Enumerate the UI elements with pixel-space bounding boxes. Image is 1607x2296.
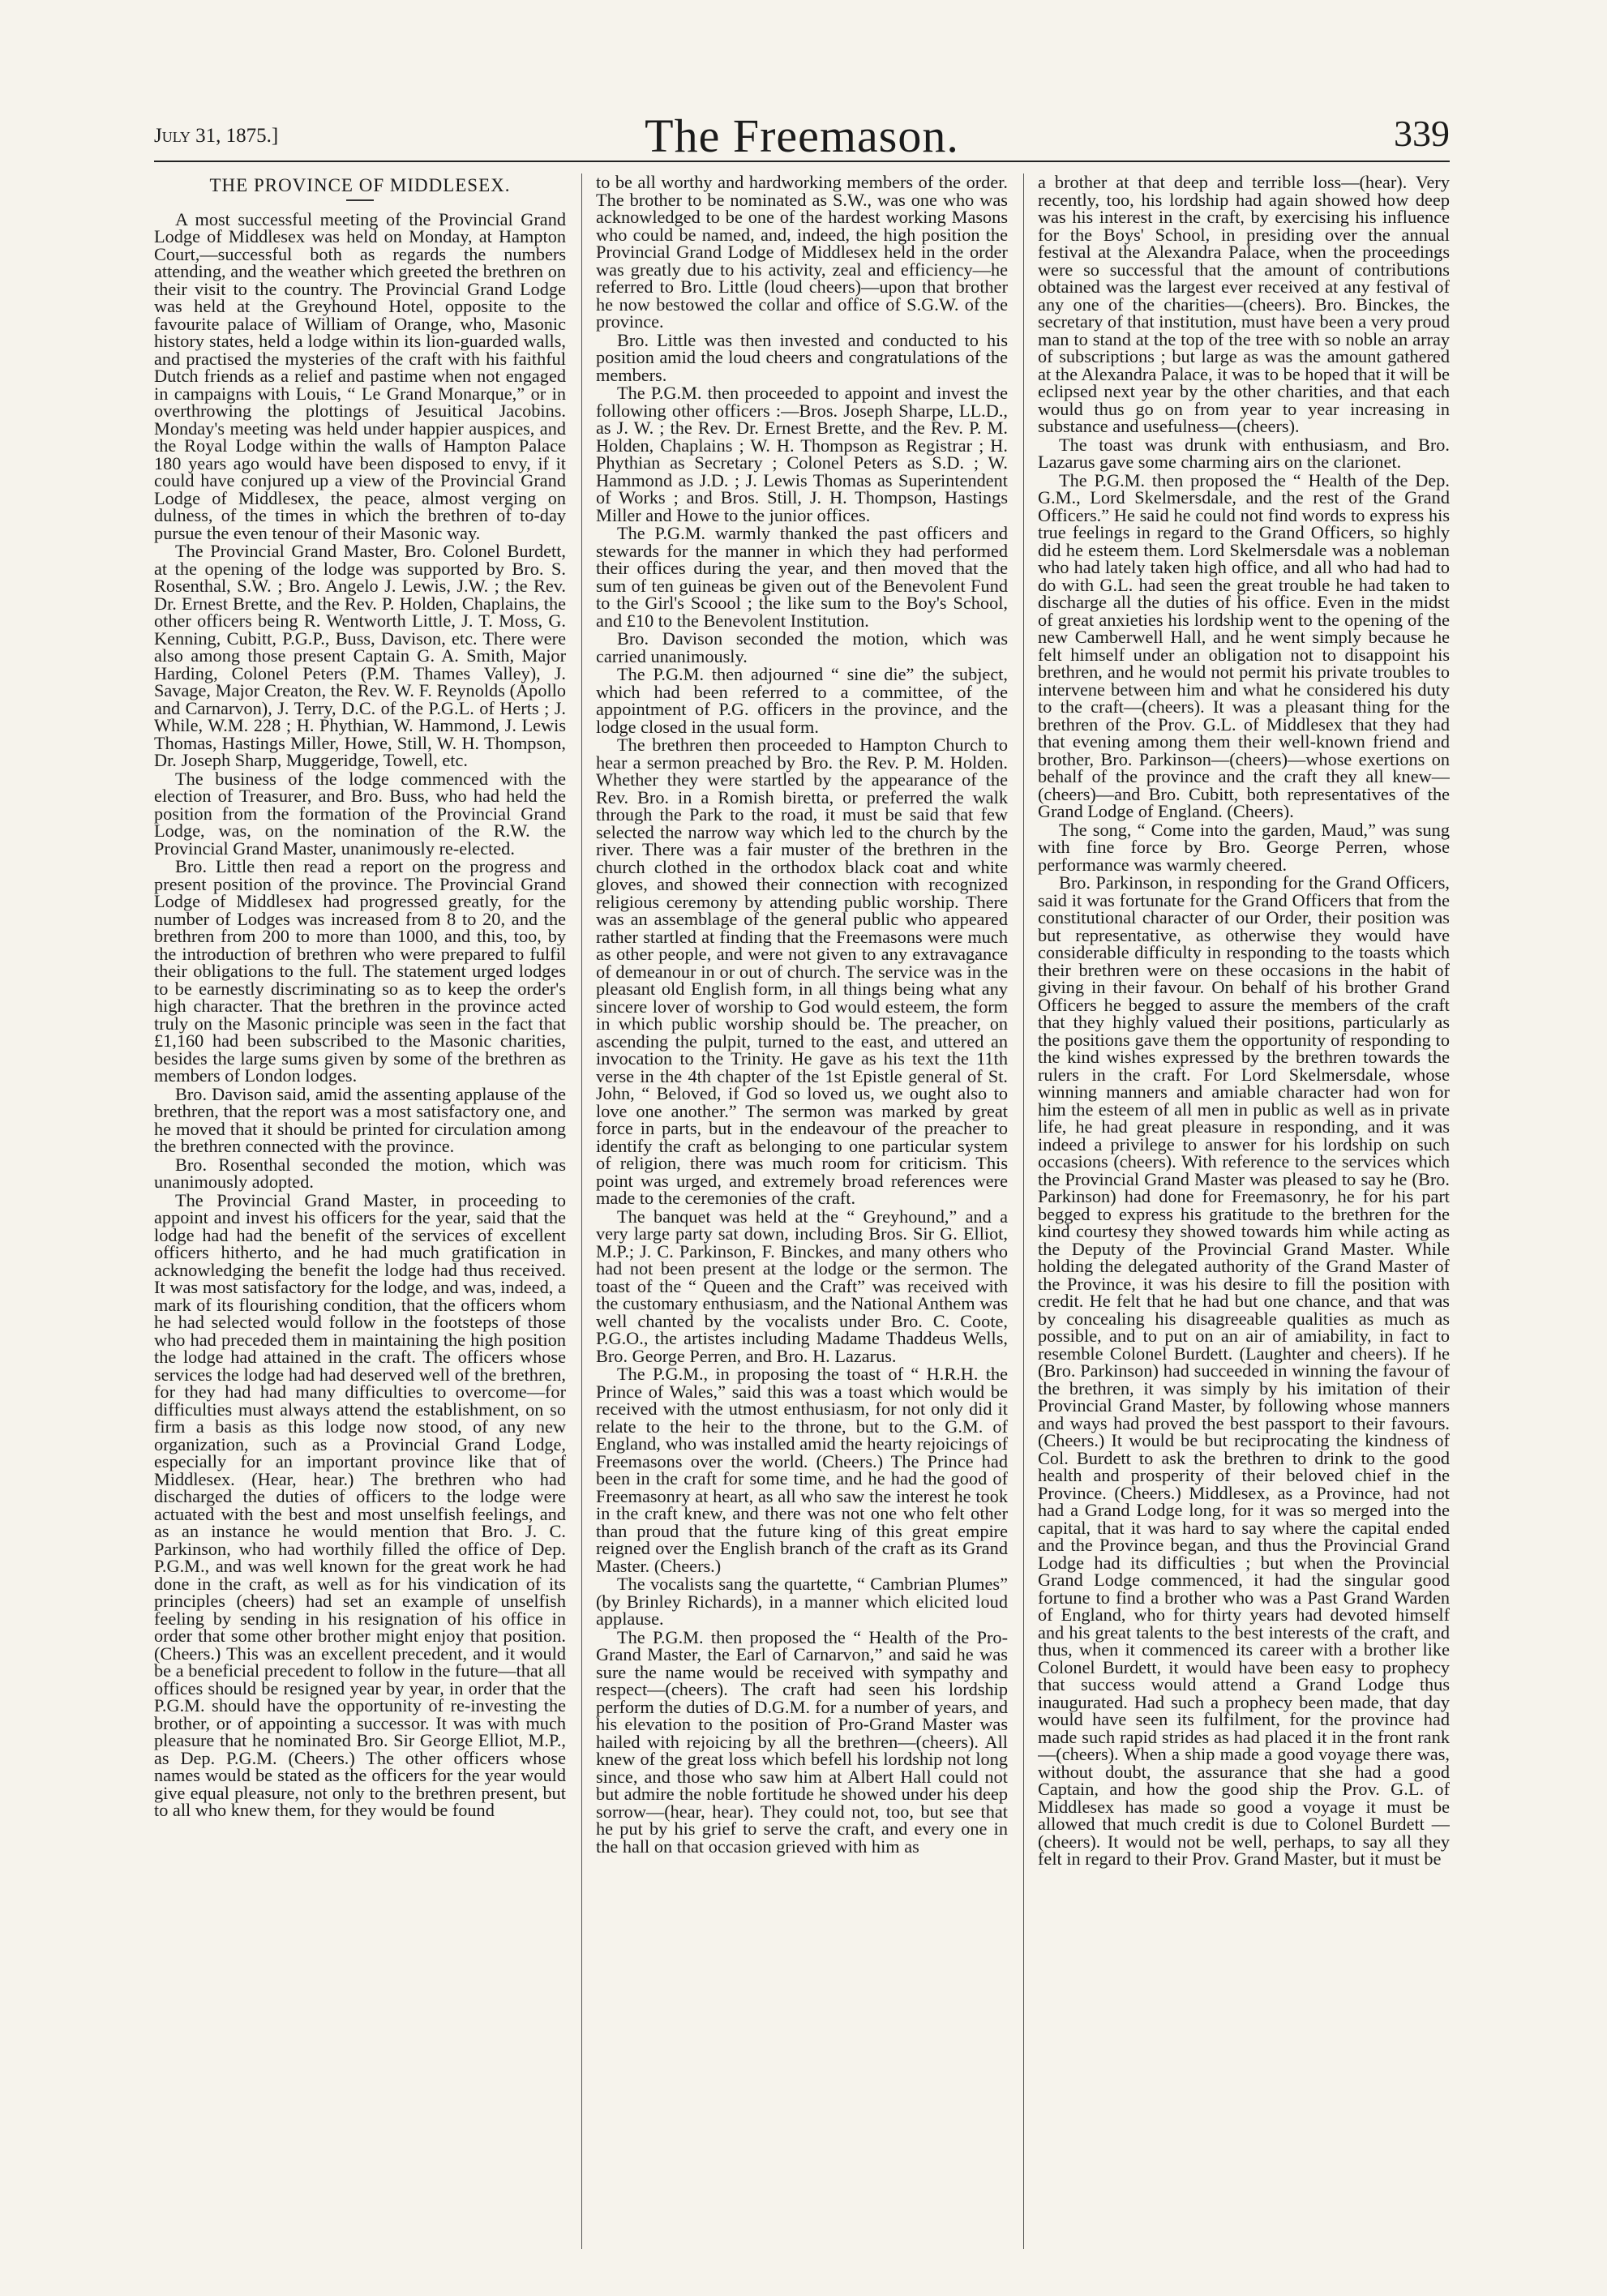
paragraph: The toast was drunk with enthusiasm, and Bro. Lazarus gave some charming airs on the clarionet.	[1038, 434, 1450, 472]
paragraph: The song, “ Come into the garden, Maud,” was sung with fine force by Bro. George Perren, whose performance was warmly cheered.	[1038, 819, 1450, 875]
paragraph: a brother at that deep and terrible loss—(hear). Very recently, too, his lordship had again showed how deep was his interest in the craft, by exercising his influence for the Boys' School, in presiding over the annual festival at the Alexandra Palace, when the proceedings were so successful that the amount of contributions obtained was the largest ever received at any festival of any one of the charities—(cheers). Bro. Binckes, the secretary of that institution, must have been a very proud man to stand at the top of the tree with so noble an array of subscriptions ; but large as was the amount gathered at the Alexandra Palace, it was to be hoped that it will be eclipsed next year by the other charities, and that each would thus go on from year to year increasing in substance and usefulness—(cheers).	[1038, 173, 1450, 436]
paragraph: Bro. Rosenthal seconded the motion, which was unanimously adopted.	[154, 1154, 566, 1192]
paragraph: The Provincial Grand Master, in proceeding to appoint and invest his officers for the year, said that the lodge had had the benefit of the services of excellent officers hitherto, and he had much gratification in acknowledging the benefit the lodge had thus received. It was most satisfactory for the lodge, and was, indeed, a mark of its flourishing condition, that the officers whom he had selected would follow in the footsteps of those who had preceded them in maintaining the high position the lodge had attained in the craft. The officers whose services the lodge had had deserved well of the brethren, for they had had many difficulties to overcome—for difficulties must always attend the establishment, on so firm a basis as this lodge now stood, of any new organization, such as a Provincial Grand Lodge, especially for an important province like that of Middlesex. (Hear, hear.) The brethren who had discharged the duties of officers to the lodge were actuated with the best and most unselfish feelings, and as an instance he would mention that Bro. J. C. Parkinson, who had worthily filled the office of Dep. P.G.M., and was well known for the great work he had done in the craft, as well as for his vindication of its principles (cheers) had set an example of unselfish feeling by sending in his resignation of his office in order that some other brother might enjoy that position. (Cheers.) This was an excellent precedent, and it would be a beneficial precedent to follow in the future—that all offices should be resigned year by year, in order that the P.G.M. should have the opportunity of re-investing the brother, or of appointing a successor. It was with much pleasure that he nominated Bro. Sir George Elliot, M.P., as Dep. P.G.M. (Cheers.) The other officers whose names would be stated as the officers for the year would give equal pleasure, not only to the brethren present, but to all who knew them, for they would be found	[154, 1189, 566, 1820]
paragraph: The P.G.M. then proposed the “ Health of the Pro-Grand Master, the Earl of Carnarvon,” and said he was sure the name would be received with sympathy and respect—(cheers). The craft had seen his lordship perform the duties of D.G.M. for a number of years, and his elevation to the position of Pro-Grand Master was hailed with rejoicing by all the brethren—(cheers). All knew of the great loss which befell his lordship not long since, and those who saw him at Albert Hall could not but admire the noble fortitude he showed under his deep sorrow—(hear, hear). They could not, too, but see that he put by his grief to serve the craft, and every one in the hall on that occasion grieved with him as	[596, 1626, 1008, 1857]
paragraph: Bro. Davison seconded the motion, which was carried unanimously.	[596, 628, 1008, 666]
paragraph: Bro. Little was then invested and conducted to his position amid the loud cheers and congratulations of the members.	[596, 329, 1008, 385]
paragraph: Bro. Davison said, amid the assenting applause of the brethren, that the report was a most satisfactory one, and he moved that it should be printed for circulation among the brethren connected with the province.	[154, 1083, 566, 1156]
issue-date: July 31, 1875.]	[154, 125, 279, 147]
paragraph: The P.G.M. then proposed the “ Health of the Dep. G.M., Lord Skelmersdale, and the rest of the Grand Officers.” He said he could not find words to express his true feelings in regard to the Grand Officers, so highly did he esteem them. Lord Skelmersdale was a nobleman who had lately taken high office, and all who had had to do with G.L. had seen the great trouble he had taken to discharge all the duties of his office. Even in the midst of great anxieties his lordship went to the opening of the new Camberwell Hall, and he went simply because he felt himself under an obligation not to disappoint his brethren, and he would not permit his private troubles to intervene between him and what he considered his duty to the craft—(cheers). It was a pleasant thing for the brethren of the Prov. G.L. of Middlesex that they had that evening among them their well-known friend and brother, Bro. Parkinson—(cheers)—whose exertions on behalf of the province and the craft they all knew—(cheers)—and Bro. Cubitt, both representatives of the Grand Lodge of England. (Cheers).	[1038, 469, 1450, 821]
paragraph: The business of the lodge commenced with the election of Treasurer, and Bro. Buss, who had held the position from the formation of the Provincial Grand Lodge, was, on the nomination of the R.W. the Provincial Grand Master, unanimously re-elected.	[154, 768, 566, 859]
paragraph: A most successful meeting of the Provincial Grand Lodge of Middlesex was held on Monday, at Hampton Court,—successful both as regards the numbers attending, and the weather which greeted the brethren on their visit to the country. The Provincial Grand Lodge was held at the Greyhound Hotel, opposite to the favourite palace of William of Orange, who, Masonic history states, held a lodge within its lion-guarded walls, and practised the mysteries of the craft with his faithful Dutch friends as a relief and pastime when not engaged in campaigns with Louis, “ Le Grand Monarque,” or in overthrowing the plottings of Jesuitical Jacobins. Monday's meeting was held under happier auspices, and the Royal Lodge within the walls of Hampton Palace 180 years ago would have been disposed to envy, if it could have conjured up a view of the Provincial Grand Lodge of Middlesex, the peace, almost verging on dulness, of the times in which the brethren of to-day pursue the even tenour of their Masonic way.	[154, 208, 566, 543]
paragraph: The P.G.M. warmly thanked the past officers and stewards for the manner in which they had performed their offices during the year, and then moved that the sum of ten guineas be given out of the Benevolent Fund to the Girl's Scoool ; the like sum to the Boy's School, and £10 to the Benevolent Institution.	[596, 523, 1008, 631]
newspaper-title: The Freemason.	[645, 109, 959, 162]
column-2	[596, 173, 1008, 2249]
paragraph: The banquet was held at the “ Greyhound,” and a very large party sat down, including Bros. Sir G. Elliot, M.P.; J. C. Parkinson, F. Binckes, and many others who had not been present at the lodge or the sermon. The toast of the “ Queen and the Craft” was received with the customary enthusiasm, and the National Anthem was well chanted by the vocalists under Bro. C. Coote, P.G.O., the artistes including Madame Thaddeus Wells, Bro. George Perren, and Bro. H. Lazarus.	[596, 1206, 1008, 1366]
column-divider	[1023, 173, 1024, 2249]
page-number: 339	[1394, 113, 1450, 154]
paragraph: The P.G.M., in proposing the toast of “ H.R.H. the Prince of Wales,” said this was a toast which would be received with the utmost enthusiasm, for not only did it relate to the heir to the throne, but to the G.M. of England, who was installed amid the hearty rejoicings of Freemasons over the world. (Cheers.) The Prince had been in the craft for some time, and he had the good of Freemasonry at heart, as all who saw the interest he took in the craft knew, and there was not one who felt other than proud that the future king of this great empire reigned over the English branch of the craft as its Grand Master. (Cheers.)	[596, 1364, 1008, 1576]
masthead	[154, 104, 1450, 161]
paragraph: to be all worthy and hardworking members of the order. The brother to be nominated as S.W., was one who was acknowledged to be one of the hardest working Masons who could be named, and, indeed, the high position the Provincial Grand Lodge of Middlesex held in the order was greatly due to his activity, zeal and efficiency—he referred to Bro. Little (loud cheers)—upon that brother he now bestowed the collar and office of S.G.W. of the province.	[596, 173, 1008, 332]
column-1	[154, 173, 566, 2249]
column-3	[1038, 173, 1450, 2249]
paragraph: The vocalists sang the quartette, “ Cambrian Plumes” (by Brinley Richards), in a manner which elicited loud applause.	[596, 1574, 1008, 1629]
paragraph: The Provincial Grand Master, Bro. Colonel Burdett, at the opening of the lodge was supported by Bro. S. Rosenthal, S.W. ; Bro. Angelo J. Lewis, J.W. ; the Rev. Dr. Ernest Brette, and the Rev. P. Holden, Chaplains, the other officers being R. Wentworth Little, J. T. Moss, G. Kenning, Cubitt, P.G.P., Buss, Davison, etc. There were also among those present Captain G. A. Smith, Major Harding, Colonel Peters (P.M. Thames Valley), J. Savage, Major Creaton, the Rev. W. F. Reynolds (Apollo and Carnarvon), J. Terry, D.C. of the P.G.L. of Herts ; J. While, W.M. 228 ; H. Phythian, W. Hammond, J. Lewis Thomas, Hastings Miller, Howe, Still, W. H. Thompson, Dr. Joseph Sharp, Muggeridge, Towell, etc.	[154, 541, 566, 770]
column-divider	[581, 173, 582, 2249]
paragraph: The P.G.M. then adjourned “ sine die” the subject, which had been referred to a committee, of the appointment of P.G. officers in the province, and the lodge closed in the usual form.	[596, 664, 1008, 737]
paragraph: Bro. Little then read a report on the progress and present position of the province. The Provincial Grand Lodge of Middlesex had progressed greatly, for the number of Lodges was increased from 8 to 20, and the brethren from 200 to more than 1000, and this, too, by the introduction of brethren who were prepared to fulfil their obligations to the full. The statement urged lodges to be earnestly discriminating so as to keep the order's high character. That the brethren in the province acted truly on the Masonic principle was seen in the fact that £1,160 had been subscribed to the Masonic charities, besides the large sums given by some of the brethren as members of London lodges.	[154, 856, 566, 1086]
column-2-body	[596, 173, 1008, 1855]
paragraph: Bro. Parkinson, in responding for the Grand Officers, said it was fortunate for the Grand Officers that from the constitutional character of our Order, their position was but representative, as otherwise they would have considerable difficulty in responding to the toasts which their brethren were on these occasions in the habit of giving in their favour. On behalf of his brother Grand Officers he begged to assure the members of the craft that they highly valued their positions, particularly as the positions gave them the opportunity of responding to the kind wishes expressed by the brethren towards the rulers in the craft. For Lord Skelmersdale, whose winning manners and amiable character had won for him the esteem of all men in public as well as in private life, he had great pleasure in responding, and it was indeed a privilege to answer for his lordship on such occasions (cheers). With reference to the services which the Provincial Grand Master was pleased to say he (Bro. Parkinson) had done for Freemasonry, he for his part begged to express his gratitude to the brethren for the kind courtesy they showed towards him while acting as the Deputy of the Provincial Grand Master. While holding the delegated authority of the Grand Master of the Province, it was his desire to fill the position with credit. He felt that he had but one chance, and that was by concealing his disagreeable qualities as much as possible, and to put on an air of amiability, in fact to resemble Colonel Burdett. (Laughter and cheers). If he (Bro. Parkinson) had succeeded in winning the favour of the brethren, it was simply by his imitation of their Provincial Grand Master, by following whose manners and ways had proved the best passport to their favours. (Cheers.) It would be but reciprocating the kindness of Col. Burdett to ask the brethren to drink to the good health and prosperity of their beloved chief in the Province. (Cheers.) Middlesex, as a Province, had not had a Grand Lodge long, for it was so merged into the capital, that it was hard to say where the capital ended and the Province began, and thus the Provincial Grand Lodge had its difficulties ; but when the Provincial Grand Lodge commenced, it had the singular good fortune to find a brother who was a Past Grand Warden of England, who for thirty years had devoted himself and his great talents to the best interests of the craft, and thus, when it commenced its career with a brother like Colonel Burdett, it would have been easy to prophecy that success would attend a Grand Lodge thus inaugurated. Had such a prophecy been made, that day would have seen its fulfilment, for the province had made such rapid strides as had placed it in the front rank—(cheers). When a ship made a good voyage there was, without doubt, the assurance that she had a good Captain, and how the good ship the Prov. G.L. of Middlesex has made so good a voyage it must be allowed that much credit is due to Colonel Burdett — (cheers). It would not be well, perhaps, to say all they felt in regard to their Prov. Grand Master, but it must be	[1038, 872, 1450, 1869]
masthead-rule	[154, 161, 1450, 162]
article-title: THE PROVINCE OF MIDDLESEX.	[209, 175, 511, 195]
paragraph: The P.G.M. then proceeded to appoint and invest the following other officers :—Bros. Joseph Sharpe, LL.D., as J. W. ; the Rev. Dr. Ernest Brette, and the Rev. P. M. Holden, Chaplains ; W. H. Thompson as Registrar ; H. Phythian as Secretary ; Colonel Peters as S.D. ; W. Hammond as J.D. ; J. Lewis Thomas as Superintendent of Works ; and Bros. Still, J. H. Thompson, Hastings Miller and Howe to the junior offices.	[596, 383, 1008, 525]
column-1-body	[154, 208, 566, 1820]
title-rule	[346, 199, 374, 201]
column-3-body	[1038, 173, 1450, 1868]
paragraph: The brethren then proceeded to Hampton Church to hear a sermon preached by Bro. the Rev. P. M. Holden. Whether they were startled by the appearance of the Rev. Bro. in a Romish biretta, or preferred the walk through the Park to the road, it must be said that few selected the narrow way which led to the church by the river. There was a fair muster of the brethren in the church clothed in the orthodox black coat and white gloves, and showed their connection with recognized religious ceremony by attending public worship. There was an assemblage of the general public who appeared rather startled at finding that the Freemasons were much as other people, and were not given to any extravagance of demeanour in or out of church. The service was in the pleasant old English form, in all things being what any sincere lover of worship to God would esteem, the form in which public worship should be. The preacher, on ascending the pulpit, turned to the east, and uttered an invocation to the Trinity. He gave as his text the 11th verse in the 4th chapter of the 1st Epistle general of St. John, “ Beloved, if God so loved us, we ought also to love one another.” The sermon was marked by great force in parts, but in the endeavour of the preacher to identify the craft as belonging to one particular system of religion, there was much room for criticism. This point was urged, and extremely broad references were made to the ceremonies of the craft.	[596, 735, 1008, 1208]
